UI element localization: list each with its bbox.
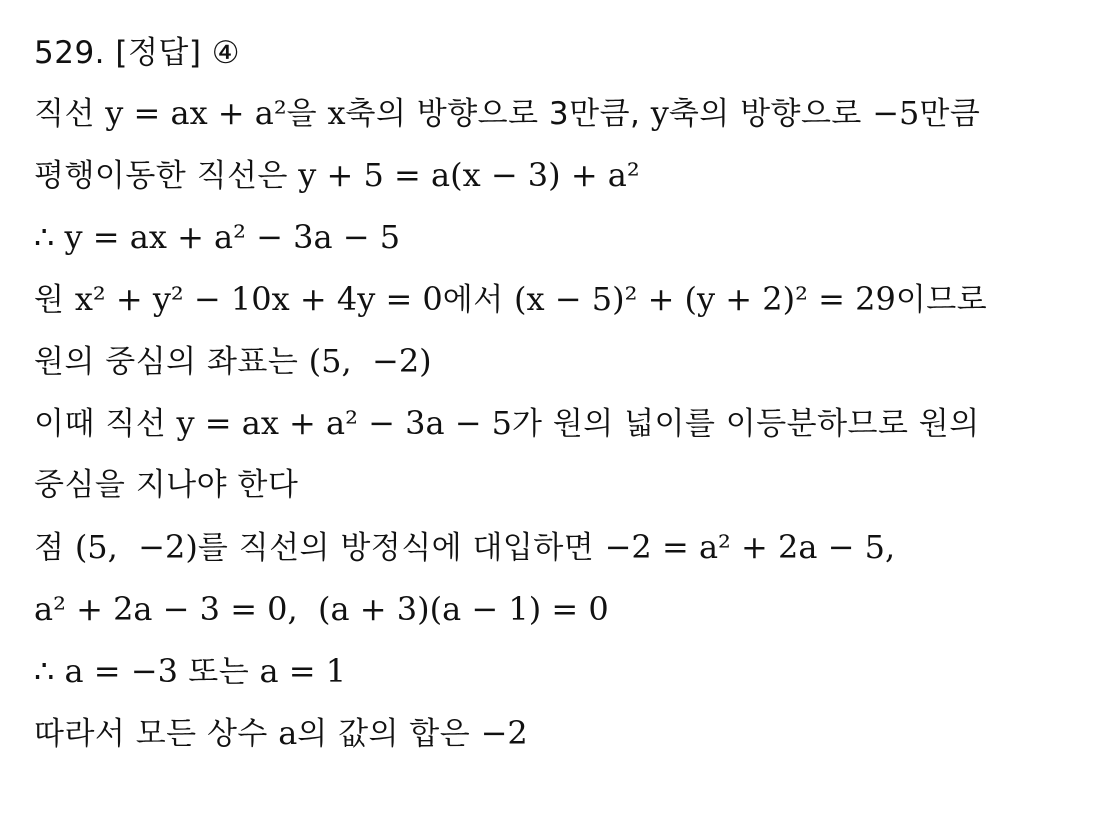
text-segment: 를 직선의 방정식에 대입하면 (197, 530, 605, 566)
math-expression: y = ax + a² − 3a − 5 (176, 404, 513, 442)
text-segment: 축의 방향으로 3만큼, (345, 96, 651, 132)
solution-document (34, 24, 1074, 764)
text-segment: 직선 (34, 96, 106, 132)
text-segment: 가 원의 넓이를 이등분하므로 원의 (512, 406, 980, 442)
math-expression: a (278, 714, 298, 752)
therefore-symbol: ∴ (34, 652, 65, 690)
math-expression: y + 5 = a(x − 3) + a² (298, 156, 640, 194)
math-expression: −2 (480, 714, 528, 752)
math-expression: −2 = a² + 2a − 5, (604, 528, 896, 566)
math-expression: x² + y² − 10x + 4y = 0 (74, 280, 443, 318)
math-expression: −5 (872, 94, 920, 132)
answer-header-text: 529. [정답] ④ (34, 35, 241, 71)
text-segment: 평행이동한 직선은 (34, 158, 299, 194)
text-segment: 을 (286, 96, 328, 132)
solution-line-1 (34, 82, 1074, 144)
solution-line-11 (34, 702, 1074, 764)
math-expression: y = ax + a² − 3a − 5 (64, 218, 401, 256)
text-segment: 축의 방향으로 (668, 96, 873, 132)
text-segment: 점 (34, 530, 75, 566)
math-expression: (5, −2) (74, 528, 198, 566)
text-segment: 에서 (442, 282, 515, 318)
solution-line-5 (34, 330, 1074, 392)
solution-line-2 (34, 144, 1074, 206)
solution-line-4 (34, 268, 1074, 330)
math-expression: a = −3 (64, 652, 178, 690)
solution-line-8 (34, 516, 1074, 578)
math-expression: y (650, 94, 669, 132)
text-segment: 따라서 모든 상수 (34, 716, 279, 752)
math-expression: (x − 5)² + (y + 2)² = 29 (514, 280, 896, 318)
math-expression: a = 1 (259, 652, 347, 690)
text-segment: 이므로 (895, 282, 988, 318)
solution-line-6 (34, 392, 1074, 454)
therefore-symbol: ∴ (34, 218, 65, 256)
solution-line-7 (34, 454, 1074, 516)
text-segment: 중심을 지나야 한다 (34, 467, 299, 503)
text-segment: 원의 중심의 좌표는 (34, 344, 309, 380)
text-segment: 만큼 (919, 96, 981, 132)
math-expression: y = ax + a² (105, 94, 287, 132)
math-expression: a² + 2a − 3 = 0, (a + 3)(a − 1) = 0 (34, 590, 609, 628)
answer-header (34, 24, 1074, 82)
solution-line-9 (34, 578, 1074, 640)
solution-line-10 (34, 640, 1074, 702)
solution-line-3 (34, 206, 1074, 268)
math-expression: (5, −2) (308, 342, 432, 380)
text-segment: 의 값의 합은 (297, 716, 481, 752)
math-expression: x (327, 94, 346, 132)
text-segment: 이때 직선 (34, 406, 177, 442)
text-segment: 원 (34, 282, 75, 318)
text-segment: 또는 (177, 654, 260, 690)
